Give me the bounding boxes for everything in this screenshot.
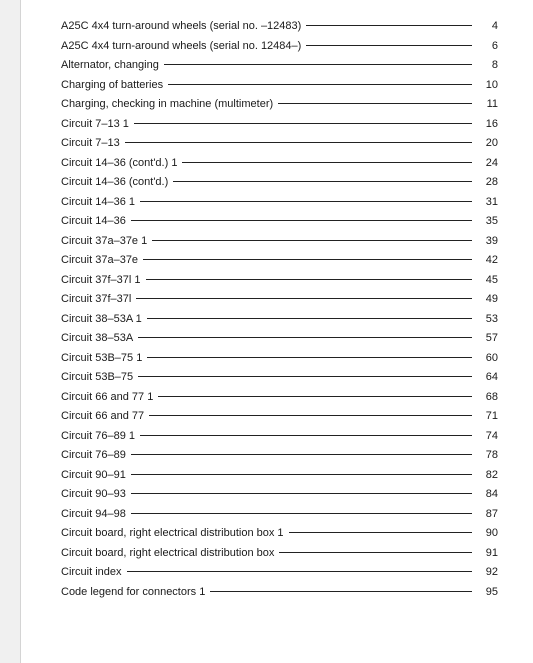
toc-leader-line bbox=[136, 298, 472, 299]
toc-entry-page-number: 45 bbox=[485, 273, 498, 286]
toc-entry-title: Circuit 7–13 bbox=[61, 137, 120, 149]
toc-leader-line bbox=[147, 357, 472, 358]
toc-entry[interactable] bbox=[61, 235, 498, 255]
toc-entry[interactable] bbox=[61, 157, 498, 177]
toc-entry[interactable] bbox=[61, 469, 498, 489]
toc-leader-line bbox=[210, 591, 472, 592]
toc-entry-title: Circuit 37a–37e 1 bbox=[61, 234, 148, 247]
toc-entry-title: Circuit board, right electrical distribution box bbox=[61, 546, 275, 559]
toc-entry-page-number: 16 bbox=[485, 117, 498, 130]
toc-entry-page-number: 78 bbox=[485, 449, 498, 461]
toc-entry-page-number: 8 bbox=[491, 59, 498, 71]
toc-entry[interactable] bbox=[61, 547, 498, 567]
toc-entry[interactable] bbox=[61, 313, 498, 333]
toc-leader-line bbox=[131, 454, 472, 455]
toc-leader-line bbox=[152, 240, 472, 241]
toc-leader-line bbox=[131, 513, 472, 514]
toc-entry[interactable] bbox=[61, 371, 498, 391]
toc-entry-title: Circuit 38–53A 1 bbox=[61, 312, 142, 325]
toc-leader-line bbox=[149, 415, 472, 416]
toc-leader-line bbox=[127, 571, 472, 572]
toc-entry-title: A25C 4x4 turn-around wheels (serial no. –12483) bbox=[61, 20, 302, 32]
toc-leader-line bbox=[182, 162, 472, 163]
toc-entry[interactable] bbox=[61, 196, 498, 216]
toc-entry-title: Circuit 90–93 bbox=[61, 488, 126, 500]
toc-entry[interactable] bbox=[61, 508, 498, 528]
toc-leader-line bbox=[134, 123, 472, 124]
toc-leader-line bbox=[131, 493, 472, 494]
toc-leader-line bbox=[138, 376, 472, 377]
toc-entry[interactable] bbox=[61, 176, 498, 196]
toc-leader-line bbox=[173, 181, 472, 182]
toc-entry[interactable] bbox=[61, 391, 498, 411]
toc-entry-title: Circuit 66 and 77 1 bbox=[61, 390, 154, 403]
toc-entry-title: Circuit 37f–37l 1 bbox=[61, 273, 141, 286]
toc-entry-page-number: 31 bbox=[485, 195, 498, 208]
toc-entry[interactable] bbox=[61, 449, 498, 469]
toc-leader-line bbox=[306, 25, 472, 26]
toc-leader-line bbox=[131, 474, 472, 475]
toc-leader-line bbox=[279, 552, 472, 553]
toc-entry-title: Charging of batteries bbox=[61, 78, 164, 91]
toc-entry[interactable] bbox=[61, 215, 498, 235]
toc-entry-title: Circuit 37a–37e bbox=[61, 254, 139, 266]
toc-entry-title: Circuit 7–13 1 bbox=[61, 117, 129, 130]
toc-entry-page-number: 71 bbox=[485, 410, 498, 422]
toc-leader-line bbox=[140, 201, 472, 202]
toc-entry[interactable] bbox=[61, 430, 498, 450]
toc-entry[interactable] bbox=[61, 566, 498, 586]
toc-entry-page-number: 24 bbox=[485, 156, 498, 169]
toc-leader-line bbox=[125, 142, 472, 143]
toc-entry-title: Circuit 76–89 bbox=[61, 449, 126, 461]
toc-entry-page-number: 6 bbox=[491, 39, 498, 52]
toc-entry-title: Circuit 66 and 77 bbox=[61, 410, 145, 422]
toc-entry[interactable] bbox=[61, 274, 498, 294]
toc-leader-line bbox=[306, 45, 472, 46]
toc-entry[interactable] bbox=[61, 527, 498, 547]
toc-entry-title: Circuit board, right electrical distribution box 1 bbox=[61, 527, 284, 539]
toc-entry[interactable] bbox=[61, 20, 498, 40]
toc-entry[interactable] bbox=[61, 254, 498, 274]
toc-entry[interactable] bbox=[61, 488, 498, 508]
toc-entry-page-number: 28 bbox=[485, 176, 498, 188]
toc-entry-title: Charging, checking in machine (multimeter) bbox=[61, 98, 274, 110]
toc-entry[interactable] bbox=[61, 410, 498, 430]
toc-entry[interactable] bbox=[61, 59, 498, 79]
toc-entry-title: Circuit 76–89 1 bbox=[61, 429, 135, 442]
toc-entry-title: Circuit 53B–75 1 bbox=[61, 351, 143, 364]
toc-entry-page-number: 84 bbox=[485, 488, 498, 500]
table-of-contents bbox=[61, 20, 498, 605]
toc-leader-line bbox=[143, 259, 472, 260]
document-page bbox=[20, 0, 533, 663]
toc-entry-title: Circuit 14–36 bbox=[61, 215, 126, 227]
toc-leader-line bbox=[146, 279, 473, 280]
toc-entry-page-number: 10 bbox=[485, 78, 498, 91]
toc-entry[interactable] bbox=[61, 79, 498, 99]
toc-entry-page-number: 35 bbox=[485, 215, 498, 227]
toc-entry-page-number: 91 bbox=[485, 546, 498, 559]
toc-entry-page-number: 57 bbox=[485, 332, 498, 344]
toc-entry-page-number: 53 bbox=[485, 312, 498, 325]
toc-leader-line bbox=[131, 220, 472, 221]
toc-leader-line bbox=[140, 435, 472, 436]
toc-entry-title: Circuit 14–36 (cont'd.) bbox=[61, 176, 169, 188]
toc-entry[interactable] bbox=[61, 352, 498, 372]
toc-entry-page-number: 87 bbox=[485, 507, 498, 520]
toc-leader-line bbox=[278, 103, 472, 104]
toc-leader-line bbox=[168, 84, 472, 85]
toc-entry[interactable] bbox=[61, 586, 498, 606]
toc-entry-page-number: 42 bbox=[485, 254, 498, 266]
toc-leader-line bbox=[138, 337, 472, 338]
toc-entry-page-number: 90 bbox=[485, 527, 498, 539]
toc-entry-page-number: 95 bbox=[485, 585, 498, 598]
toc-entry-page-number: 11 bbox=[486, 98, 498, 110]
toc-entry-page-number: 60 bbox=[485, 351, 498, 364]
toc-entry-title: Circuit 14–36 1 bbox=[61, 195, 135, 208]
toc-entry[interactable] bbox=[61, 118, 498, 138]
toc-entry[interactable] bbox=[61, 98, 498, 118]
toc-entry-page-number: 64 bbox=[485, 371, 498, 383]
toc-leader-line bbox=[147, 318, 472, 319]
toc-entry-page-number: 4 bbox=[491, 20, 498, 32]
toc-entry-page-number: 92 bbox=[485, 566, 498, 578]
toc-entry-page-number: 20 bbox=[485, 137, 498, 149]
toc-entry-page-number: 82 bbox=[485, 468, 498, 481]
toc-entry-title: Circuit 90–91 bbox=[61, 468, 126, 481]
toc-entry[interactable] bbox=[61, 332, 498, 352]
toc-entry-page-number: 39 bbox=[485, 234, 498, 247]
toc-entry[interactable] bbox=[61, 40, 498, 60]
toc-entry-page-number: 68 bbox=[485, 390, 498, 403]
toc-entry-title: A25C 4x4 turn-around wheels (serial no. 12484–) bbox=[61, 39, 302, 52]
toc-entry-title: Alternator, changing bbox=[61, 59, 159, 71]
toc-entry-page-number: 49 bbox=[485, 293, 498, 305]
toc-entry-title: Circuit 53B–75 bbox=[61, 371, 134, 383]
toc-entry-title: Circuit index bbox=[61, 566, 122, 578]
toc-leader-line bbox=[289, 532, 472, 533]
toc-entry-title: Circuit 14–36 (cont'd.) 1 bbox=[61, 156, 178, 169]
toc-entry-page-number: 74 bbox=[485, 429, 498, 442]
toc-leader-line bbox=[158, 396, 472, 397]
toc-entry-title: Circuit 38–53A bbox=[61, 332, 134, 344]
toc-entry-title: Circuit 94–98 bbox=[61, 507, 126, 520]
toc-leader-line bbox=[164, 64, 472, 65]
toc-entry-title: Code legend for connectors 1 bbox=[61, 585, 206, 598]
toc-entry-title: Circuit 37f–37l bbox=[61, 293, 132, 305]
toc-entry[interactable] bbox=[61, 137, 498, 157]
toc-entry[interactable] bbox=[61, 293, 498, 313]
